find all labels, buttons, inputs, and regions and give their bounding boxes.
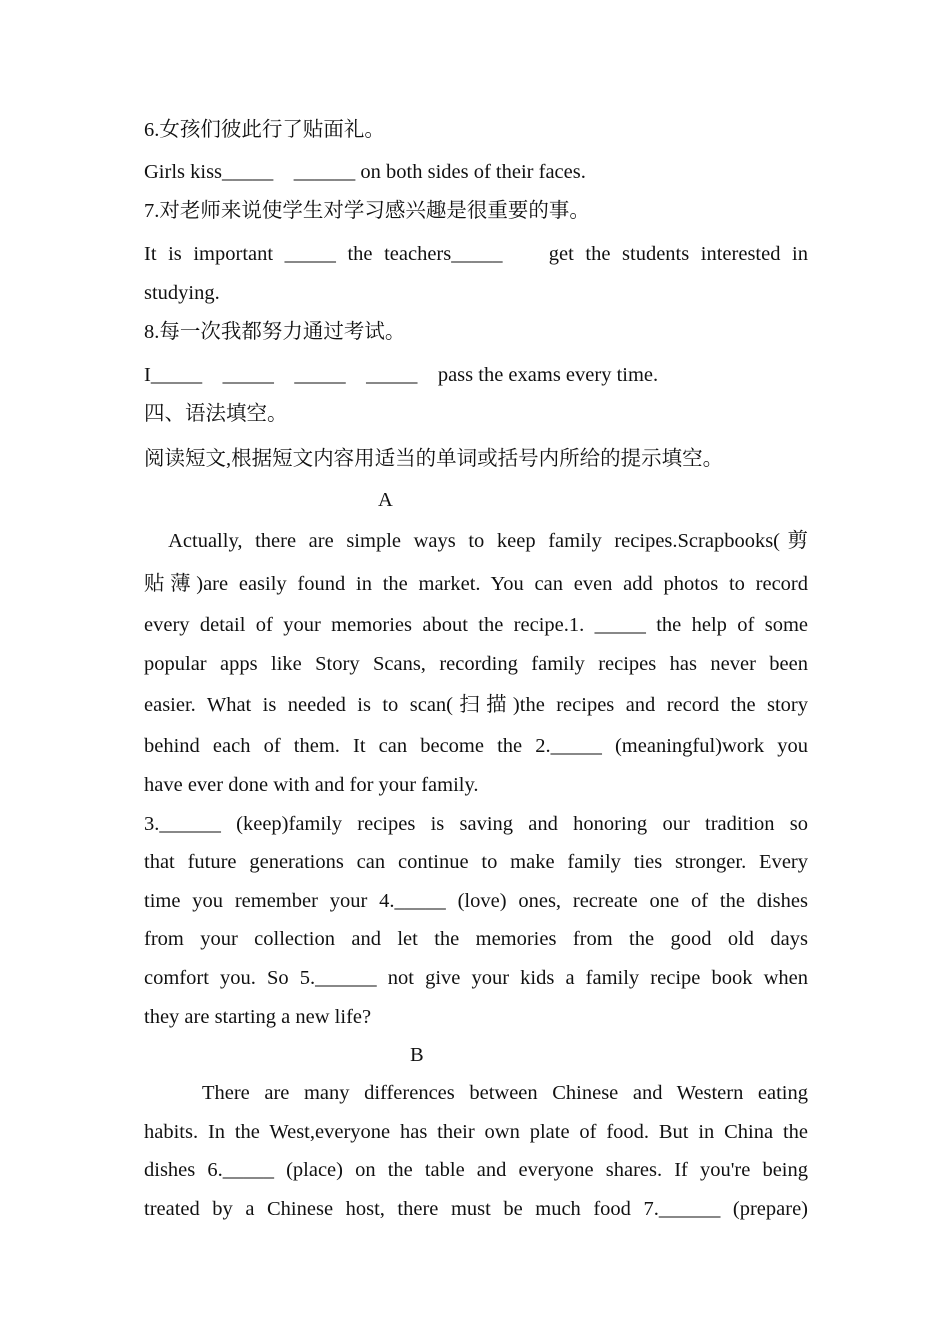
passage-a-line: 贴薄)are easily found in the market. You can even add photos to record (144, 573, 808, 595)
passage-a-line: have ever done with and for your family. (144, 774, 479, 796)
passage-b-label: B (410, 1044, 424, 1066)
passage-a-label: A (378, 489, 393, 511)
passage-a-line: every detail of your memories about the recipe.1. _____ the help of some (144, 614, 808, 636)
passage-b-line: There are many differences between Chinese and Western eating (144, 1082, 808, 1104)
question-7-chinese: 7.对老师来说使学生对学习感兴趣是很重要的事。 (144, 200, 590, 222)
passage-a-line: Actually, there are simple ways to keep family recipes.Scrapbooks(剪 (144, 530, 808, 552)
passage-a-line: from your collection and let the memories from the good old days (144, 928, 808, 950)
question-7-english-line1: It is important _____ the teachers_____ get the students interested in (144, 243, 808, 265)
question-8-chinese: 8.每一次我都努力通过考试。 (144, 321, 406, 343)
passage-a-line: easier. What is needed is to scan(扫描)the recipes and record the story (144, 694, 808, 716)
question-6-chinese: 6.女孩们彼此行了贴面礼。 (144, 119, 385, 141)
passage-a-line: 3.______ (keep)family recipes is saving and honoring our tradition so (144, 813, 808, 835)
question-7-english-line2: studying. (144, 282, 220, 304)
passage-a-line: they are starting a new life? (144, 1006, 372, 1028)
passage-a-line: time you remember your 4._____ (love) ones, recreate one of the dishes (144, 890, 808, 912)
passage-a-line: popular apps like Story Scans, recording family recipes has never been (144, 653, 808, 675)
section-instructions: 阅读短文,根据短文内容用适当的单词或括号内所给的提示填空。 (144, 448, 724, 470)
passage-a-line: that future generations can continue to make family ties stronger. Every (144, 851, 808, 873)
passage-a-line: comfort you. So 5.______ not give your kids a family recipe book when (144, 967, 808, 989)
passage-b-line: dishes 6._____ (place) on the table and everyone shares. If you're being (144, 1159, 808, 1181)
question-8-english: I_____ _____ _____ _____ pass the exams every time. (144, 364, 659, 386)
section-heading: 四、语法填空。 (144, 403, 288, 425)
passage-b-line: habits. In the West,everyone has their own plate of food. But in China the (144, 1121, 808, 1143)
passage-a-line: behind each of them. It can become the 2._____ (meaningful)work you (144, 735, 808, 757)
passage-b-line: treated by a Chinese host, there must be much food 7.______ (prepare) (144, 1198, 808, 1220)
question-6-english: Girls kiss_____ ______ on both sides of their faces. (144, 161, 586, 183)
